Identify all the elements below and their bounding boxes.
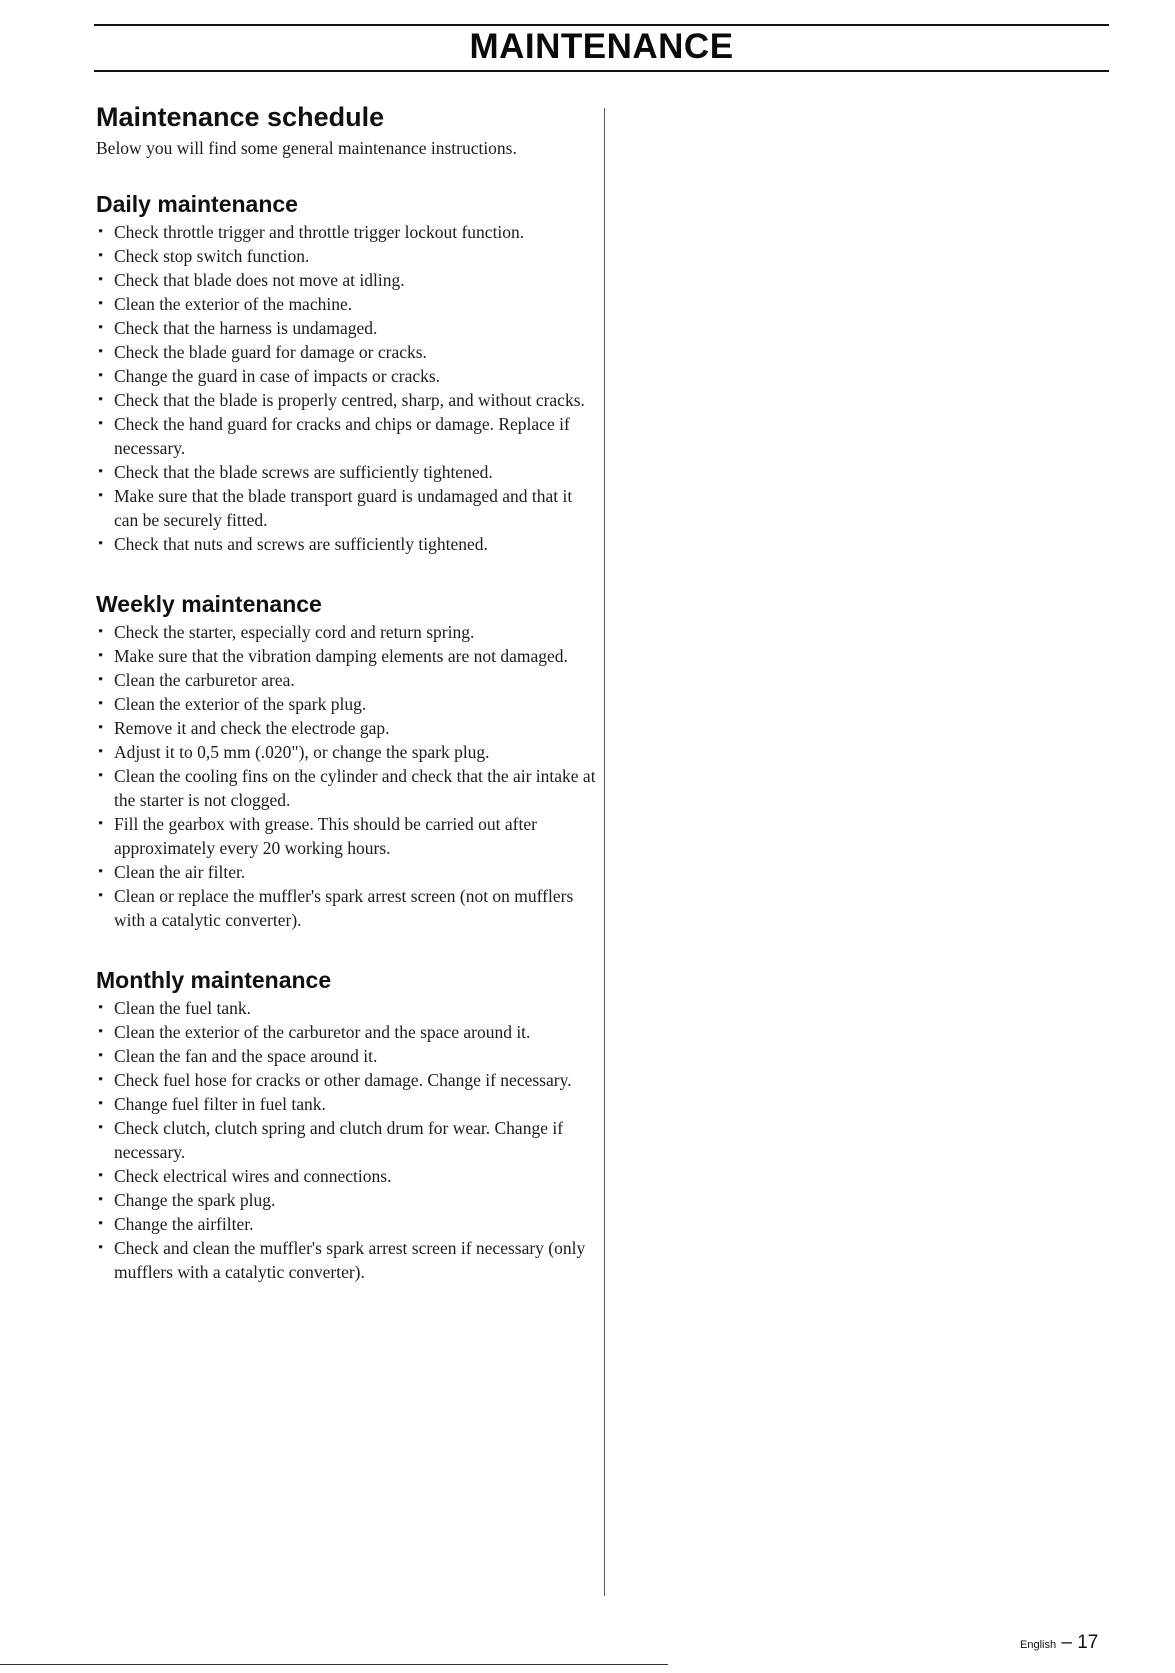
list-item: • Check that nuts and screws are sufficiently tightened. <box>96 532 596 556</box>
section-title: Maintenance schedule <box>96 102 385 132</box>
list-item: • Check stop switch function. <box>96 244 596 268</box>
list-item: • Check that the blade is properly centred, sharp, and without cracks. <box>96 388 596 412</box>
list-item: • Change the airfilter. <box>96 1212 596 1236</box>
weekly-maintenance-heading: Weekly maintenance <box>96 591 322 617</box>
list-item: • Check the hand guard for cracks and chips or damage. Replace if necessary. <box>96 412 596 460</box>
footer-language: English <box>1020 1639 1057 1651</box>
list-item: • Check and clean the muffler's spark arrest screen if necessary (only mufflers with a catalytic converter). <box>96 1236 596 1284</box>
list-item: • Fill the gearbox with grease. This should be carried out after approximately every 20 working hours. <box>96 812 596 860</box>
page-number: 17 <box>1077 1632 1099 1653</box>
list-item: • Change the spark plug. <box>96 1188 596 1212</box>
header-rule-bottom <box>94 70 1109 72</box>
list-item: • Adjust it to 0,5 mm (.020"), or change the spark plug. <box>96 740 596 764</box>
page-title: MAINTENANCE <box>469 27 734 66</box>
list-item: • Clean the exterior of the machine. <box>96 292 596 316</box>
list-item: • Clean the fan and the space around it. <box>96 1044 596 1068</box>
list-item: • Check that the harness is undamaged. <box>96 316 596 340</box>
monthly-maintenance-list <box>96 996 596 1284</box>
monthly-maintenance-heading: Monthly maintenance <box>96 967 332 993</box>
page-footer <box>1020 1632 1098 1654</box>
daily-maintenance-heading: Daily maintenance <box>96 191 298 217</box>
column-divider <box>604 108 605 1596</box>
intro-text: Below you will find some general maintenance instructions. <box>96 138 517 158</box>
list-item: • Clean the fuel tank. <box>96 996 596 1020</box>
left-column <box>96 98 596 1316</box>
list-item: • Clean the exterior of the spark plug. <box>96 692 596 716</box>
list-item: • Check throttle trigger and throttle trigger lockout function. <box>96 220 596 244</box>
list-item: • Check that the blade screws are sufficiently tightened. <box>96 460 596 484</box>
list-item: • Check electrical wires and connections. <box>96 1164 596 1188</box>
list-item: • Check fuel hose for cracks or other damage. Change if necessary. <box>96 1068 596 1092</box>
list-item: • Clean the air filter. <box>96 860 596 884</box>
list-item: • Make sure that the blade transport guard is undamaged and that it can be securely fitted. <box>96 484 596 532</box>
list-item: • Clean the cooling fins on the cylinder and check that the air intake at the starter is not clogged. <box>96 764 596 812</box>
list-item: • Check clutch, clutch spring and clutch drum for wear. Change if necessary. <box>96 1116 596 1164</box>
list-item: • Clean or replace the muffler's spark arrest screen (not on mufflers with a catalytic converter). <box>96 884 596 932</box>
list-item: • Clean the exterior of the carburetor and the space around it. <box>96 1020 596 1044</box>
list-item: • Remove it and check the electrode gap. <box>96 716 596 740</box>
bottom-scan-line <box>0 1664 668 1665</box>
list-item: • Change fuel filter in fuel tank. <box>96 1092 596 1116</box>
list-item: • Check the starter, especially cord and return spring. <box>96 620 596 644</box>
list-item: • Make sure that the vibration damping elements are not damaged. <box>96 644 596 668</box>
weekly-maintenance-list <box>96 620 596 932</box>
list-item: • Check that blade does not move at idling. <box>96 268 596 292</box>
list-item: • Clean the carburetor area. <box>96 668 596 692</box>
footer-separator: – <box>1056 1632 1078 1653</box>
daily-maintenance-list <box>96 220 596 556</box>
list-item: • Check the blade guard for damage or cracks. <box>96 340 596 364</box>
list-item: • Change the guard in case of impacts or cracks. <box>96 364 596 388</box>
